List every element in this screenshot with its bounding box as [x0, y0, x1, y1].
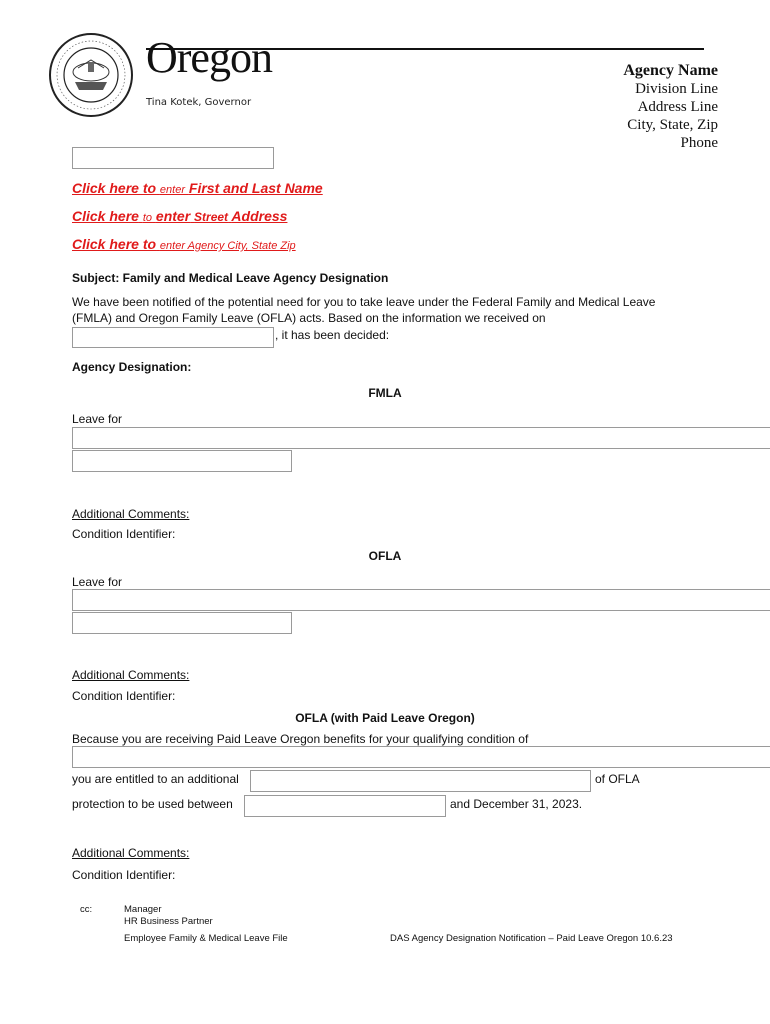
plo-of-ofla-text: of OFLA [595, 772, 640, 786]
date-field[interactable] [72, 147, 274, 169]
agency-name: Agency Name [623, 62, 718, 79]
state-seal-icon [48, 32, 134, 118]
recipient-street-placeholder[interactable] [72, 208, 287, 224]
ofla-plo-heading: OFLA (with Paid Leave Oregon) [295, 711, 475, 725]
cc-leave-file: Employee Family & Medical Leave File [124, 933, 288, 944]
placeholder-text: Click here [72, 208, 139, 224]
placeholder-text: Click here to [72, 236, 157, 252]
oregon-logo: Oregon [146, 33, 272, 82]
ofla-leave-for-field[interactable] [72, 589, 770, 611]
ofla-condition-identifier: Condition Identifier: [72, 689, 176, 703]
fmla-duration-field[interactable] [72, 450, 292, 472]
subject-line: Subject: Family and Medical Leave Agency Designation [72, 271, 389, 285]
placeholder-text: enter [155, 208, 191, 224]
agency-designation-label: Agency Designation: [72, 360, 192, 374]
document-id: DAS Agency Designation Notification – Paid Leave Oregon 10.6.23 [390, 933, 673, 944]
plo-end-date-text: and December 31, 2023. [450, 797, 583, 811]
ofla-duration-field[interactable] [72, 612, 292, 634]
division-line: Division Line [635, 81, 718, 97]
protection-start-date-field[interactable] [244, 795, 446, 817]
ofla-heading: OFLA [368, 549, 402, 563]
intro-line-3: , it has been decided: [275, 328, 390, 342]
qualifying-condition-field[interactable] [72, 746, 770, 768]
placeholder-text: to [142, 212, 153, 224]
placeholder-text: enter [159, 184, 185, 196]
plo-condition-identifier: Condition Identifier: [72, 868, 176, 882]
fmla-condition-identifier: Condition Identifier: [72, 527, 176, 541]
phone-line: Phone [680, 135, 718, 151]
recipient-city-placeholder[interactable] [72, 236, 296, 252]
ofla-leave-for-label: Leave for [72, 575, 123, 589]
cc-manager: Manager [124, 904, 162, 915]
fmla-additional-comments: Additional Comments: [72, 507, 190, 521]
governor-name: Tina Kotek, Governor [146, 97, 252, 108]
cc-label: cc: [80, 904, 93, 915]
placeholder-text: enter Agency City, State Zip [159, 240, 296, 252]
city-state-zip: City, State, Zip [627, 117, 718, 133]
plo-because-text: Because you are receiving Paid Leave Oregon benefits for your qualifying condition of [72, 732, 529, 746]
fmla-heading: FMLA [368, 386, 402, 400]
fmla-leave-for-field[interactable] [72, 427, 770, 449]
placeholder-text: Address [231, 208, 288, 224]
plo-additional-comments: Additional Comments: [72, 846, 190, 860]
additional-amount-field[interactable] [250, 770, 591, 792]
recipient-name-placeholder[interactable] [72, 180, 323, 196]
plo-entitled-text: you are entitled to an additional [72, 772, 239, 786]
cc-hr-partner: HR Business Partner [124, 916, 213, 927]
fmla-leave-for-label: Leave for [72, 412, 123, 426]
placeholder-text: Street [194, 210, 229, 224]
intro-line-2: (FMLA) and Oregon Family Leave (OFLA) acts. Based on the information we received on [72, 311, 546, 325]
agency-address-block [623, 62, 718, 152]
received-date-field[interactable] [72, 327, 274, 348]
placeholder-text: Click here to [72, 180, 157, 196]
address-line: Address Line [637, 99, 718, 115]
ofla-additional-comments: Additional Comments: [72, 668, 190, 682]
intro-line-1: We have been notified of the potential need for you to take leave under the Federal Family and Medical Leave [72, 295, 656, 309]
placeholder-text: First and Last Name [188, 180, 323, 196]
plo-protection-text: protection to be used between [72, 797, 233, 811]
